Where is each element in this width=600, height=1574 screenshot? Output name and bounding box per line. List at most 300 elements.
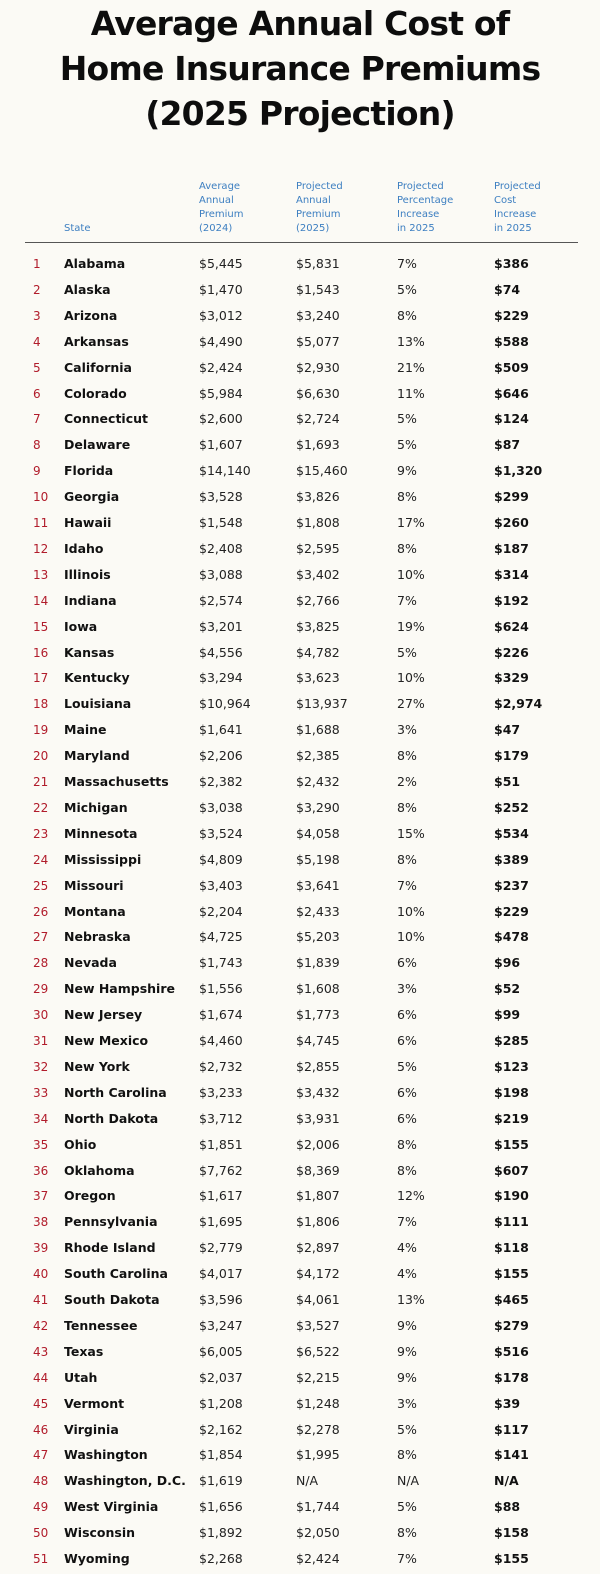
state-name: Nevada [64, 955, 117, 971]
premium-2025: $2,432 [296, 774, 340, 789]
state-name: Rhode Island [64, 1240, 156, 1256]
table-row [0, 1158, 600, 1184]
state-name: Iowa [64, 618, 98, 634]
row-number: 5 [33, 360, 41, 375]
cost-increase: $260 [494, 515, 529, 530]
row-number: 45 [33, 1396, 49, 1411]
cost-increase: $124 [494, 411, 529, 427]
title-line-1: Average Annual Cost of [90, 4, 510, 43]
header-premium-2025: Projected Annual Premium (2025) [296, 181, 343, 234]
table-row [0, 743, 600, 769]
row-number: 20 [33, 749, 49, 764]
pct-increase: 10% [397, 566, 425, 582]
state-name: Kansas [64, 644, 115, 660]
premium-2025: $1,995 [296, 1447, 340, 1463]
table-row [0, 355, 600, 381]
premium-2024: $1,548 [199, 515, 243, 530]
pct-increase: 5% [397, 644, 417, 660]
state-name: Colorado [64, 385, 127, 401]
row-number: 42 [33, 1318, 49, 1333]
premium-2025: $4,172 [296, 1266, 340, 1282]
state-name: Delaware [64, 437, 131, 453]
cost-increase: $155 [494, 1266, 529, 1282]
premium-2024: $1,854 [199, 1447, 243, 1463]
table-row [0, 1209, 600, 1235]
table-row [0, 1520, 600, 1546]
cost-increase: $516 [494, 1343, 529, 1359]
row-number: 28 [33, 956, 49, 971]
header-pct-increase: Projected Percentage Increase in 2025 [397, 181, 454, 234]
cost-increase: $386 [494, 256, 529, 271]
row-number: 2 [33, 282, 41, 297]
premium-2025: $3,290 [296, 799, 340, 815]
pct-increase: 2% [397, 774, 417, 789]
premium-2025: $2,897 [296, 1240, 340, 1256]
state-name: New York [64, 1058, 130, 1074]
state-name: Indiana [64, 592, 117, 608]
pct-increase: 8% [397, 1447, 417, 1463]
state-name: Tennessee [64, 1317, 138, 1333]
premium-2024: $2,037 [199, 1369, 243, 1385]
premium-2025: $2,050 [296, 1525, 340, 1541]
premium-2024: $1,656 [199, 1499, 243, 1515]
table-row [0, 277, 600, 303]
cost-increase: $478 [494, 929, 529, 945]
cost-increase: $329 [494, 670, 529, 686]
state-name: Montana [64, 903, 126, 919]
pct-increase: 3% [397, 722, 417, 738]
table-row [0, 614, 600, 640]
title-line-3: (2025 Projection) [145, 94, 455, 133]
premium-2024: $2,574 [199, 592, 243, 608]
state-name: South Dakota [64, 1292, 160, 1307]
header-state: State [64, 223, 91, 234]
state-name: Michigan [64, 799, 128, 815]
state-name: Arizona [64, 307, 118, 323]
cost-increase: $588 [494, 333, 529, 349]
state-name: South Carolina [64, 1266, 168, 1282]
table-row [0, 640, 600, 666]
row-number: 41 [33, 1293, 49, 1307]
pct-increase: 13% [397, 1292, 425, 1307]
pct-increase: 7% [397, 256, 417, 271]
table-row [0, 458, 600, 484]
row-number: 23 [33, 826, 49, 841]
row-number: 27 [33, 930, 49, 945]
pct-increase: 11% [397, 385, 425, 401]
premium-2024: $3,088 [199, 566, 243, 582]
state-name: Massachusetts [64, 774, 169, 789]
pct-increase: 6% [397, 1033, 417, 1048]
header-cost-increase: Projected Cost Increase in 2025 [494, 181, 541, 234]
premium-2024: $3,247 [199, 1317, 243, 1333]
cost-increase: $179 [494, 748, 529, 764]
row-number: 35 [33, 1137, 49, 1152]
table-row [0, 769, 600, 795]
premium-2024: $3,233 [199, 1084, 243, 1100]
cost-increase: $155 [494, 1136, 529, 1152]
table-row [0, 795, 600, 821]
row-number: 15 [33, 619, 49, 634]
pct-increase: 15% [397, 825, 425, 841]
state-name: Minnesota [64, 825, 138, 841]
state-name: Idaho [64, 540, 104, 556]
cost-increase: $158 [494, 1525, 529, 1541]
state-name: New Hampshire [64, 981, 175, 997]
premium-2025: $15,460 [296, 463, 348, 479]
premium-2025: $2,424 [296, 1551, 340, 1566]
row-number: 25 [33, 878, 49, 893]
state-name: Oregon [64, 1188, 116, 1204]
pct-increase: 5% [397, 1499, 417, 1515]
pct-increase: 19% [397, 618, 425, 634]
pct-increase: 3% [397, 1395, 417, 1411]
cost-increase: $141 [494, 1447, 529, 1463]
state-name: Wyoming [64, 1551, 130, 1566]
premium-2025: N/A [296, 1473, 319, 1489]
premium-2025: $1,688 [296, 722, 340, 738]
title-line-2: Home Insurance Premiums [59, 49, 541, 88]
table-row [0, 821, 600, 847]
premium-2025: $5,831 [296, 256, 340, 271]
premium-2024: $1,674 [199, 1007, 243, 1023]
table-row [0, 510, 600, 536]
premium-2024: $5,445 [199, 256, 243, 271]
table-row [0, 1339, 600, 1365]
premium-2025: $4,061 [296, 1292, 340, 1307]
premium-2025: $8,369 [296, 1162, 340, 1178]
premium-2025: $6,522 [296, 1343, 340, 1359]
state-name: Louisiana [64, 696, 132, 712]
table-row [0, 406, 600, 432]
cost-increase: $389 [494, 851, 529, 867]
premium-2024: $14,140 [199, 463, 251, 479]
cost-increase: $52 [494, 981, 521, 997]
row-number: 14 [33, 593, 49, 608]
table-row [0, 562, 600, 588]
cost-increase: $465 [494, 1292, 529, 1307]
table-row [0, 1106, 600, 1132]
row-number: 30 [33, 1008, 49, 1023]
row-number: 18 [33, 697, 49, 712]
table-row [0, 1183, 600, 1209]
cost-increase: $111 [494, 1214, 529, 1230]
table-row [0, 588, 600, 614]
premium-2024: $3,403 [199, 877, 243, 893]
row-number: 31 [33, 1034, 49, 1048]
table-row [0, 1391, 600, 1417]
premium-2024: $2,424 [199, 359, 243, 375]
premium-2025: $2,278 [296, 1421, 340, 1437]
premium-2025: $1,807 [296, 1188, 340, 1204]
cost-increase: $178 [494, 1369, 529, 1385]
row-number: 48 [33, 1474, 49, 1489]
state-name: Hawaii [64, 515, 112, 530]
row-number: 19 [33, 723, 49, 738]
state-name: Florida [64, 463, 114, 479]
premium-2024: $1,892 [199, 1525, 243, 1541]
row-number: 16 [33, 645, 49, 660]
pct-increase: 7% [397, 1214, 417, 1230]
premium-2024: $7,762 [199, 1162, 243, 1178]
state-name: Maine [64, 722, 107, 738]
state-name: California [64, 359, 132, 375]
premium-2025: $3,527 [296, 1317, 340, 1333]
row-number: 37 [33, 1189, 49, 1204]
premium-2024: $3,596 [199, 1292, 243, 1307]
premium-2025: $3,623 [296, 670, 340, 686]
row-number: 44 [33, 1370, 49, 1385]
cost-increase: $117 [494, 1421, 529, 1437]
row-number: 24 [33, 852, 49, 867]
premium-2025: $1,248 [296, 1395, 340, 1411]
cost-increase: $237 [494, 877, 529, 893]
premium-2025: $4,058 [296, 825, 340, 841]
cost-increase: $118 [494, 1240, 529, 1256]
pct-increase: 6% [397, 1110, 417, 1126]
row-number: 10 [33, 490, 49, 505]
premium-2024: $4,556 [199, 644, 243, 660]
state-name: Texas [64, 1343, 104, 1359]
pct-increase: 6% [397, 1084, 417, 1100]
row-number: 13 [33, 567, 49, 582]
premium-2024: $4,017 [199, 1266, 243, 1282]
table-row [0, 1442, 600, 1468]
premium-2024: $3,012 [199, 307, 243, 323]
premium-2025: $2,433 [296, 903, 340, 919]
cost-increase: $2,974 [494, 696, 543, 712]
premium-2024: $2,206 [199, 748, 243, 764]
cost-increase: $285 [494, 1033, 529, 1048]
premium-2025: $3,402 [296, 566, 340, 582]
cost-increase: $74 [494, 281, 521, 297]
state-name: Washington, D.C. [64, 1473, 186, 1489]
cost-increase: $88 [494, 1499, 521, 1515]
state-name: Arkansas [64, 333, 129, 349]
state-name: New Mexico [64, 1033, 149, 1048]
premium-2024: $1,851 [199, 1136, 243, 1152]
state-name: Oklahoma [64, 1162, 135, 1178]
row-number: 46 [33, 1422, 49, 1437]
row-number: 7 [33, 412, 41, 427]
premium-2024: $3,294 [199, 670, 243, 686]
row-number: 9 [33, 464, 41, 479]
premium-2024: $5,984 [199, 385, 243, 401]
table-row [0, 899, 600, 925]
row-number: 40 [33, 1267, 49, 1282]
pct-increase: N/A [397, 1473, 420, 1489]
premium-2025: $2,215 [296, 1369, 340, 1385]
cost-increase: $155 [494, 1551, 529, 1566]
cost-increase: $1,320 [494, 463, 543, 479]
state-name: Maryland [64, 748, 130, 764]
pct-increase: 3% [397, 981, 417, 997]
table-row [0, 847, 600, 873]
state-name: Vermont [64, 1395, 125, 1411]
cost-increase: $252 [494, 799, 529, 815]
premium-2024: $1,607 [199, 437, 243, 453]
cost-increase: $299 [494, 489, 529, 505]
table-row [0, 381, 600, 407]
row-number: 4 [33, 334, 41, 349]
pct-increase: 8% [397, 748, 417, 764]
row-number: 33 [33, 1085, 49, 1100]
premium-2024: $4,490 [199, 333, 243, 349]
premium-2025: $3,240 [296, 307, 340, 323]
premium-2024: $1,208 [199, 1395, 243, 1411]
table-row [0, 432, 600, 458]
premium-2025: $4,782 [296, 644, 340, 660]
premium-2025: $1,839 [296, 955, 340, 971]
table-row [0, 950, 600, 976]
pct-increase: 9% [397, 463, 417, 479]
premium-2025: $13,937 [296, 696, 348, 712]
premium-2025: $1,543 [296, 281, 340, 297]
row-number: 11 [33, 516, 49, 530]
premium-2024: $4,809 [199, 851, 243, 867]
table-row [0, 665, 600, 691]
state-name: New Jersey [64, 1007, 143, 1023]
table-row [0, 329, 600, 355]
row-number: 49 [33, 1500, 49, 1515]
premium-2025: $1,808 [296, 515, 340, 530]
row-number: 3 [33, 308, 41, 323]
premium-2024: $4,460 [199, 1033, 243, 1048]
premium-2024: $3,524 [199, 825, 243, 841]
cost-increase: $51 [494, 774, 521, 789]
table-row [0, 1313, 600, 1339]
header-premium-2024: Average Annual Premium (2024) [199, 181, 244, 234]
cost-increase: $39 [494, 1395, 521, 1411]
pct-increase: 17% [397, 515, 425, 530]
premium-2024: $2,732 [199, 1058, 243, 1074]
premium-2024: $10,964 [199, 696, 251, 712]
premium-2024: $3,201 [199, 618, 243, 634]
pct-increase: 6% [397, 955, 417, 971]
row-number: 38 [33, 1215, 49, 1230]
pct-increase: 21% [397, 359, 425, 375]
pct-increase: 7% [397, 592, 417, 608]
state-name: Kentucky [64, 670, 130, 686]
state-name: Pennsylvania [64, 1214, 158, 1230]
premium-2025: $1,744 [296, 1499, 340, 1515]
pct-increase: 7% [397, 877, 417, 893]
pct-increase: 4% [397, 1266, 417, 1282]
row-number: 1 [33, 257, 41, 271]
row-number: 32 [33, 1059, 49, 1074]
pct-increase: 10% [397, 929, 425, 945]
row-number: 29 [33, 982, 49, 997]
cost-increase: $198 [494, 1084, 529, 1100]
pct-increase: 5% [397, 437, 417, 453]
cost-increase: $534 [494, 825, 529, 841]
row-number: 50 [33, 1526, 49, 1541]
row-number: 34 [33, 1111, 49, 1126]
table-row [0, 1468, 600, 1494]
premium-2025: $2,855 [296, 1058, 340, 1074]
row-number: 26 [33, 904, 49, 919]
premium-2024: $2,600 [199, 411, 243, 427]
state-name: Washington [64, 1447, 148, 1463]
state-name: Nebraska [64, 929, 131, 945]
row-number: 43 [33, 1344, 49, 1359]
table-row [0, 1002, 600, 1028]
premium-2025: $1,693 [296, 437, 340, 453]
row-number: 21 [33, 775, 49, 789]
pct-increase: 10% [397, 670, 425, 686]
cost-increase: $219 [494, 1110, 529, 1126]
pct-increase: 8% [397, 851, 417, 867]
cost-increase: $646 [494, 385, 529, 401]
premium-2024: $2,408 [199, 540, 243, 556]
pct-increase: 9% [397, 1369, 417, 1385]
premium-2025: $2,385 [296, 748, 340, 764]
header-divider [25, 242, 578, 243]
row-number: 12 [33, 541, 49, 556]
premium-2025: $4,745 [296, 1033, 340, 1048]
premium-2025: $5,203 [296, 929, 340, 945]
premium-2025: $5,198 [296, 851, 340, 867]
premium-2024: $3,712 [199, 1110, 243, 1126]
state-name: Illinois [64, 566, 111, 582]
pct-increase: 8% [397, 540, 417, 556]
cost-increase: $190 [494, 1188, 529, 1204]
premium-2024: $3,528 [199, 489, 243, 505]
premium-2024: $4,725 [199, 929, 243, 945]
cost-increase: $96 [494, 955, 521, 971]
premium-2025: $1,806 [296, 1214, 340, 1230]
pct-increase: 6% [397, 1007, 417, 1023]
premium-2025: $6,630 [296, 385, 340, 401]
row-number: 47 [33, 1448, 49, 1463]
table-row [0, 303, 600, 329]
cost-increase: $229 [494, 903, 529, 919]
pct-increase: 8% [397, 489, 417, 505]
table-row [0, 976, 600, 1002]
table-row [0, 536, 600, 562]
cost-increase: $279 [494, 1317, 529, 1333]
state-name: Virginia [64, 1421, 119, 1437]
state-name: Connecticut [64, 411, 148, 427]
premium-2024: $2,382 [199, 774, 243, 789]
table-row [0, 873, 600, 899]
table-row [0, 1546, 600, 1572]
table-row [0, 251, 600, 277]
state-name: Wisconsin [64, 1525, 136, 1541]
table-row [0, 1365, 600, 1391]
row-number: 8 [33, 438, 41, 453]
premium-2024: $1,695 [199, 1214, 243, 1230]
state-name: Utah [64, 1369, 98, 1385]
cost-increase: $229 [494, 307, 529, 323]
premium-2025: $3,825 [296, 618, 340, 634]
table-row [0, 1235, 600, 1261]
state-name: North Dakota [64, 1110, 159, 1126]
premium-2025: $3,931 [296, 1110, 340, 1126]
premium-2024: $1,470 [199, 281, 243, 297]
premium-2024: $3,038 [199, 799, 243, 815]
pct-increase: 5% [397, 1058, 417, 1074]
pct-increase: 5% [397, 411, 417, 427]
table-row [0, 484, 600, 510]
premium-2025: $2,724 [296, 411, 340, 427]
cost-increase: $226 [494, 644, 529, 660]
pct-increase: 8% [397, 1525, 417, 1541]
cost-increase: $187 [494, 540, 529, 556]
premium-2025: $3,826 [296, 489, 340, 505]
table-row [0, 1287, 600, 1313]
cost-increase: $509 [494, 359, 529, 375]
